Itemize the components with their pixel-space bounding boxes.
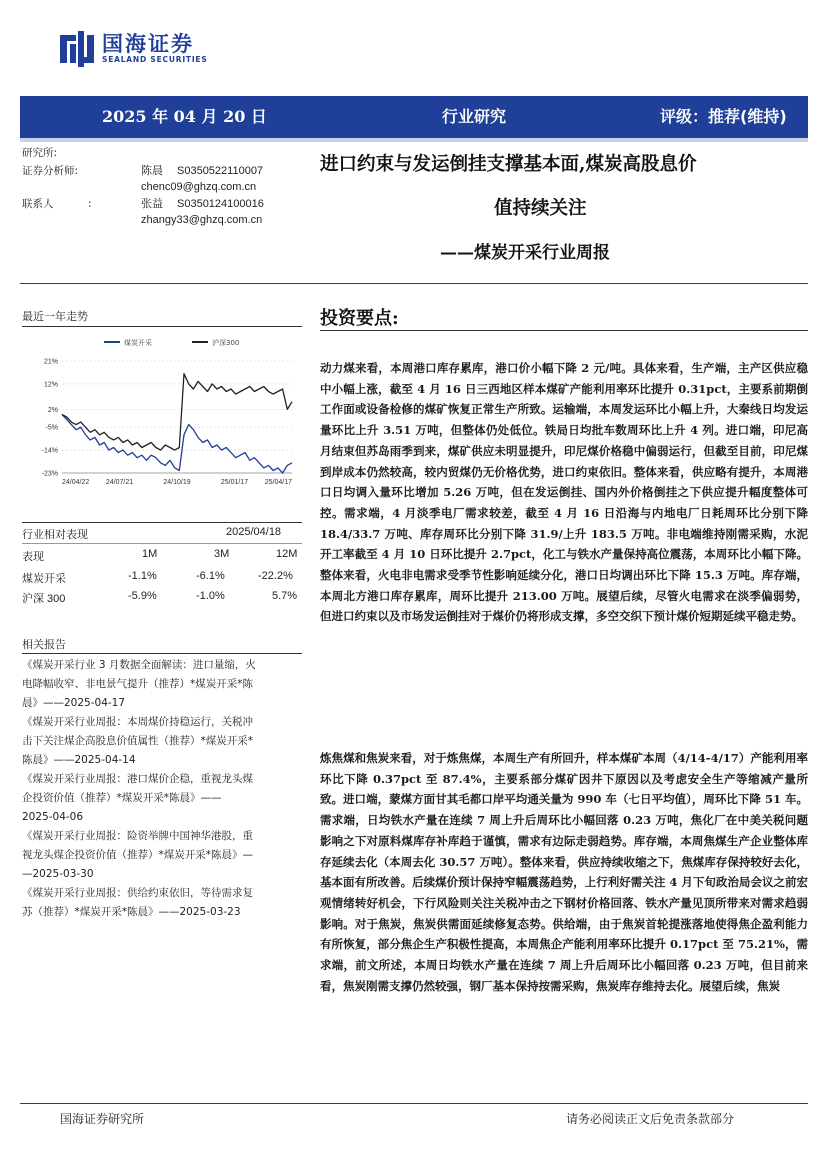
perf-cell: -22.2% xyxy=(258,570,293,582)
trend-section-title: 最近一年走势 xyxy=(22,310,88,323)
footer-rule xyxy=(20,1103,808,1104)
related-report-line: 电降幅收窄、非电景气提升（推荐）*煤炭开采*陈 xyxy=(22,678,253,690)
company-logo xyxy=(60,30,208,68)
perf-header-row xyxy=(22,548,302,566)
points-paragraph-thermal-coal: 动力煤来看，本周港口库存累库，港口价小幅下降 2 元/吨。具体来看，生产端，主产区供应稳中小幅上涨，截至 4 月 16 日三西地区样本煤矿产能利用率环比提升 0.31pct，主要系前期倒工作面或设备检修的煤矿恢复正常生产所致。运输端，本周发运环比小幅上升，大秦线日均发运量环比上升 3.51 万吨，但整体仍处低位。铁局日均批车数周环比上升 4 列。进口端，印尼高月结束但苏岛雨季到来，煤矿供应未明显提升，印尼煤价格稳中偏弱运行，但截至目前，印尼煤到岸成本仍然较高，较内贸煤仍无价格优势，进口约束依旧。整体来看，供应略有提升，本周港口日均调入量环比增加 5.26 万吨，但在发运倒挂、国内外价格倒挂之下供应提升幅度整体可控。需求端，4 月淡季电厂需求较差，截至 4 月 16 日沿海与内地电厂日耗周环比分别下降 18.4/33.7 万吨、库存周环比分别下降 31.9/上升 183.5 万吨。非电端维持刚需采购，水泥开工率截至 4 月 10 日环比提升 2.7pct，化工与铁水产量保持高位震荡，本周环比小幅下降。整体来看，火电非电需求受季节性影响延续分化，港口日均调出环比下降 15.3 万吨。库存端，本周北方港口库存累库，周环比提升 213.00 万吨。展望后续，尽管火电需求在淡季偏弱势，但进口约束以及市场发运倒挂对于煤价仍将形成支撑，多空交织下预计煤价短期延续平稳走势。 xyxy=(320,361,808,624)
x-tick-label: 25/01/17 xyxy=(220,479,249,486)
chart-x-axis xyxy=(62,479,292,486)
perf-header-cell: 3M xyxy=(214,548,230,560)
legend-label: 沪深300 xyxy=(212,339,240,347)
perf-cell: 沪深 300 xyxy=(22,593,66,605)
related-report-line: 《煤炭开采行业周报：本周煤价持稳运行，关税冲 xyxy=(22,716,253,728)
y-tick-label: 2% xyxy=(47,406,58,414)
related-report-line: 2025-04-06 xyxy=(22,811,84,823)
perf-cell: -1.0% xyxy=(196,590,225,602)
points-title-rule xyxy=(320,330,808,331)
chart-series xyxy=(62,374,292,473)
report-title-line1: 进口约束与发运倒挂支撑基本面,煤炭高股息价 xyxy=(320,154,697,175)
related-report-line: —2025-03-30 xyxy=(22,868,94,880)
related-report-list xyxy=(22,656,304,922)
related-title-rule xyxy=(22,653,302,654)
related-report-line: 《煤炭开采行业 3 月数据全面解读：进口量缩，火 xyxy=(22,659,256,671)
perf-header-cell: 1M xyxy=(142,548,158,560)
related-report-line: 视龙头煤企投资价值（推荐）*煤炭开采*陈晨》— xyxy=(22,849,253,861)
perf-cell: -6.1% xyxy=(196,570,225,582)
contact-label: 联系人 xyxy=(22,198,54,210)
points-paragraph-coking-coal: 炼焦煤和焦炭来看，对于炼焦煤，本周生产有所回升，样本煤矿本周（4/14-4/17）产能利用率环比下降 0.37pct 至 87.4%，主要系部分煤矿因井下原因以及考虑安全生产等缩减产量所致。进口端，蒙煤方面甘其毛都口岸平均通关量为 990 车（七日平均值），周环比下降 51 车。需求端，日均铁水产量在连续 7 周上升后周环比小幅回落 0.23 万吨，焦化厂在中美关税问题影响之下对原料煤库存补库趋于谨慎，需求有边际走弱趋势。库存端，本周焦煤生产企业整体库存延续去化（本周去化 30.57 万吨）。整体来看，供应持续收缩之下，焦煤库存保持较好去化，基本面有所改善。后续煤价预计保持窄幅震荡趋势，上行利好需关注 4 月下旬政治局会议之前宏观情绪转好机会，下行风险则关注关税冲击之下钢材价格回落、铁水产量见顶所带来对需求趋弱影响。对于焦炭，焦炭供需面延续修复态势。供给端，由于焦炭首轮提涨落地使得焦企盈利能力有所恢复，部分焦企生产积极性提高，本周焦企产能利用率环比提升 0.17pct 至 75.21%，需求端，前文所述，本周日均铁水产量在连续 7 周上升后周环比小幅回落 0.23 万吨，但目前来看，焦炭刚需支撑仍然较强，钢厂基本保持按需采购，焦炭库存维持去化。展望后续，焦炭 xyxy=(320,751,808,993)
analyst-cert: S0350522110007 xyxy=(177,165,264,177)
perf-top-rule xyxy=(22,522,302,523)
chart-y-axis xyxy=(42,359,58,478)
report-title-line2: 值持续关注 xyxy=(494,198,587,219)
related-report-line: 击下关注煤企高股息价值属性（推荐）*煤炭开采* xyxy=(22,735,253,747)
trend-chart xyxy=(22,333,302,495)
series-line xyxy=(62,374,292,450)
contact-colon: : xyxy=(88,198,92,210)
sealand-logo-icon xyxy=(60,31,94,67)
series-line xyxy=(62,415,292,474)
header-divider xyxy=(20,283,808,284)
points-title: 投资要点: xyxy=(320,308,399,329)
report-date: 2025 年 04 月 20 日 xyxy=(102,107,267,126)
y-tick-label: -23% xyxy=(41,470,58,478)
report-rating: 评级：推荐(维持) xyxy=(660,107,787,126)
perf-cell: 5.7% xyxy=(272,590,298,602)
trend-title-rule xyxy=(22,326,302,327)
perf-cell: -5.9% xyxy=(128,590,157,602)
related-report-line: 苏（推荐）*煤炭开采*陈晨》——2025-03-23 xyxy=(22,906,241,918)
contact-email[interactable]: zhangy33@ghzq.com.cn xyxy=(141,214,263,226)
x-tick-label: 24/07/21 xyxy=(105,479,134,486)
related-report-line: 陈晨》——2025-04-14 xyxy=(22,754,136,766)
related-report-line: 晨》——2025-04-17 xyxy=(22,697,126,709)
perf-cell: -1.1% xyxy=(128,570,157,582)
analyst-email[interactable]: chenc09@ghzq.com.cn xyxy=(141,181,257,193)
perf-header-rule xyxy=(22,543,302,544)
y-tick-label: -14% xyxy=(41,447,58,455)
chart-legend xyxy=(104,338,239,347)
perf-section-title: 行业相对表现 xyxy=(22,528,88,541)
logo-name-cn: 国海证券 xyxy=(102,32,194,56)
header-band-shadow xyxy=(20,138,808,142)
perf-row-coal xyxy=(22,570,302,588)
x-tick-label: 24/10/19 xyxy=(163,479,191,486)
institute-label: 研究所: xyxy=(22,147,58,159)
contact-name: 张益 xyxy=(141,198,163,210)
x-tick-label: 25/04/17 xyxy=(264,479,292,486)
related-report-line: 企投资价值（推荐）*煤炭开采*陈晨》—— xyxy=(22,792,222,804)
y-tick-label: 21% xyxy=(43,358,58,366)
chart-grid xyxy=(62,361,292,473)
contact-cert: S0350124100016 xyxy=(177,198,264,210)
logo-name-en: SEALAND SECURITIES xyxy=(102,55,208,64)
report-category: 行业研究 xyxy=(442,107,507,126)
analyst-label: 证券分析师: xyxy=(22,165,79,177)
y-tick-label: 12% xyxy=(43,381,58,389)
related-report-line: 《煤炭开采行业周报：险资举牌中国神华港股，重 xyxy=(22,830,253,842)
y-tick-label: -5% xyxy=(45,424,58,432)
report-subtitle: ——煤炭开采行业周报 xyxy=(440,243,610,263)
footer-left: 国海证券研究所 xyxy=(60,1112,145,1126)
related-section-title: 相关报告 xyxy=(22,638,66,651)
analyst-name: 陈晨 xyxy=(141,165,163,177)
perf-row-csi300 xyxy=(22,590,302,608)
related-report-line: 《煤炭开采行业周报：供给约束依旧，等待需求复 xyxy=(22,887,253,899)
legend-label: 煤炭开采 xyxy=(124,339,152,347)
x-tick-label: 24/04/22 xyxy=(62,479,90,486)
perf-date: 2025/04/18 xyxy=(226,526,282,538)
footer-right: 请务必阅读正文后免责条款部分 xyxy=(566,1112,735,1126)
perf-header-cell: 12M xyxy=(276,548,298,560)
related-report-line: 《煤炭开采行业周报：港口煤价企稳，重视龙头煤 xyxy=(22,773,253,785)
perf-cell: 煤炭开采 xyxy=(22,573,66,585)
perf-header-cell: 表现 xyxy=(22,551,44,563)
